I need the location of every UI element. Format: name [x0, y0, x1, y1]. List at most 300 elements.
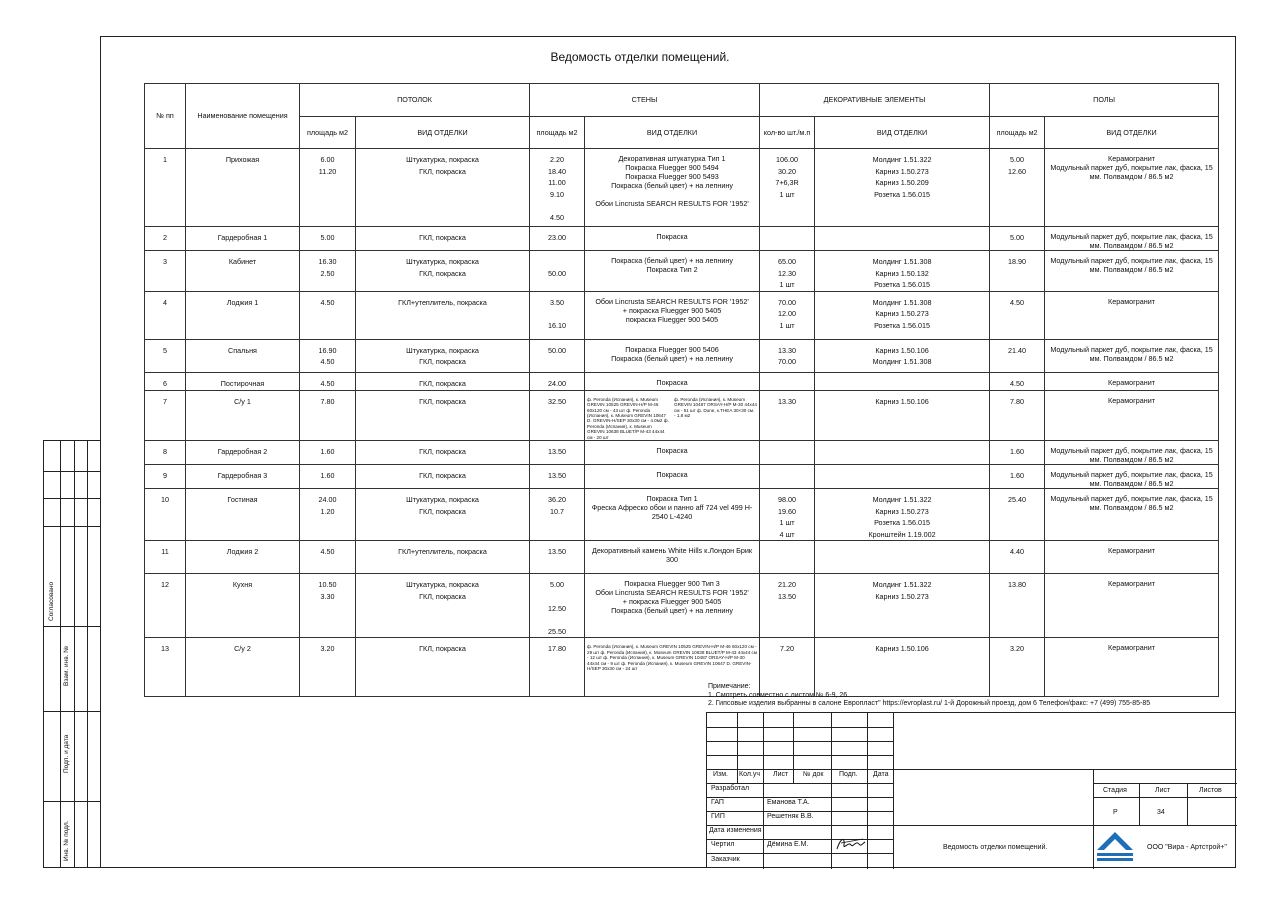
- cell-line: 36.20: [548, 495, 567, 505]
- cell-room-name: [186, 541, 300, 574]
- cell-floors-area: [990, 149, 1045, 227]
- cell-ceiling-area: [300, 291, 356, 339]
- cell-line: 12.50: [548, 603, 567, 613]
- cell-floors-finish: [1045, 291, 1219, 339]
- cell-line: 106.00: [776, 155, 799, 164]
- cell-decor-qty: [760, 489, 815, 541]
- cell-decor-qty: [760, 465, 815, 489]
- cell-walls-area: [530, 372, 585, 390]
- replace-inv-label: Взам. инв. №: [63, 645, 70, 686]
- cell-line: 1 шт: [779, 280, 795, 290]
- cell-line: ГКЛ, покраска: [419, 644, 466, 654]
- cell-line: Штукатурка, покраска: [406, 155, 479, 164]
- cell-floors-finish: [1045, 465, 1219, 489]
- cell-room-name: [186, 489, 300, 541]
- cell-line: 7.80: [1010, 396, 1025, 406]
- cell-line: Розетка 1.56.015: [874, 280, 930, 290]
- cell-line: 4.40: [1010, 547, 1025, 557]
- cell-line: 1: [163, 155, 167, 164]
- cell-ceiling-area: [300, 372, 356, 390]
- cell-room-name: [186, 227, 300, 251]
- cell-num: [145, 339, 186, 372]
- cell-walls-area: [530, 339, 585, 372]
- gap-label: ГАП: [711, 799, 724, 806]
- cell-line: 13.30: [778, 396, 797, 406]
- cell-line: Керамогранит: [1108, 296, 1156, 306]
- room-name: С/у 1: [234, 396, 251, 406]
- cell-ceiling-area: [300, 339, 356, 372]
- cell-line: 24.00: [548, 378, 567, 388]
- cell-ceiling-finish: [356, 390, 530, 440]
- cell-line: Штукатурка, покраска: [406, 580, 479, 590]
- cell-ceiling-area: [300, 441, 356, 465]
- cell-line: Розетка 1.56.015: [874, 189, 930, 199]
- room-name: Кухня: [232, 580, 253, 590]
- col-kolch: Кол.уч: [739, 771, 760, 778]
- company-logo: [1095, 828, 1135, 866]
- cell-ceiling-area: [300, 390, 356, 440]
- header-ceiling-finish: ВИД ОТДЕЛКИ: [356, 117, 530, 149]
- drafted-name: Дёмина Е.М.: [767, 841, 809, 848]
- cell-line: 3.50: [550, 297, 565, 307]
- cell-ceiling-area: [300, 489, 356, 541]
- cell-line: ГКЛ+утеплитель, покраска: [398, 297, 487, 307]
- cell-room-name: [186, 372, 300, 390]
- cell-walls-area: [530, 638, 585, 697]
- cell-line: 1.60: [320, 447, 335, 457]
- room-name: Гостиная: [227, 495, 258, 505]
- notes-line-1: 1. Смотреть совместно с листом № 6-9, 26: [708, 691, 848, 699]
- cell-room-name: [186, 638, 300, 697]
- cell-line: 11.00: [548, 178, 566, 188]
- cell-line: 32.50: [548, 396, 567, 406]
- cell-line: 18.40: [548, 166, 567, 176]
- cell-line: Покраска (белый цвет) + на лепнину: [611, 353, 733, 363]
- cell-num: [145, 574, 186, 638]
- cell-ceiling-area: [300, 251, 356, 292]
- cell-decor-qty: [760, 390, 815, 440]
- cell-decor-finish: [815, 251, 990, 292]
- cell-line: Кронштейн 1.19.002: [868, 529, 936, 539]
- cell-line: 13.80: [1008, 580, 1027, 590]
- cell-line: Обои Lincrusta SEARCH RESULTS FOR '1952': [595, 296, 749, 306]
- notes-heading: Примечание:: [708, 683, 751, 690]
- cell-line: 2.20: [550, 155, 565, 164]
- cell-room-name: [186, 149, 300, 227]
- cell-line: [532, 200, 582, 212]
- cell-line: ГКЛ, покраска: [419, 268, 466, 278]
- cell-line: ГКЛ+утеплитель, покраска: [398, 547, 487, 557]
- cell-line: 4.50: [320, 378, 335, 388]
- cell-decor-qty: [760, 574, 815, 638]
- signature: [835, 835, 867, 853]
- cell-line: Штукатурка, покраска: [406, 495, 479, 505]
- cell-line: 5.00: [550, 580, 565, 590]
- cell-line: Модульный паркет дуб, покрытие лак, фаска, 15 мм. Полвамдом / 86.5 м2: [1050, 163, 1213, 181]
- notes-line-2: 2. Гипсовые изделия выбранны в салоне Европласт" https://evroplast.ru/ 1-й Дорожный проезд, дом 6 Телефон/факс: +7 (499) 755-85-85: [708, 700, 1151, 707]
- room-name: Спальня: [228, 345, 257, 355]
- cell-walls-finish: [585, 465, 760, 489]
- table-row: [145, 465, 1219, 489]
- header-walls: СТЕНЫ: [530, 84, 760, 117]
- room-name: Лоджия 1: [226, 297, 259, 307]
- cell-line: Обои Lincrusta SEARCH RESULTS FOR '1952': [595, 588, 749, 598]
- cell-ceiling-finish: [356, 465, 530, 489]
- sheet-title: Ведомость отделки помещений.: [943, 844, 1048, 851]
- room-name: Лоджия 2: [226, 547, 259, 557]
- stage-label: Стадия: [1103, 787, 1127, 794]
- cell-line: + покраска Fluegger 900 5405: [622, 597, 722, 607]
- cell-line: 7.20: [780, 644, 795, 654]
- cell-decor-qty: [760, 339, 815, 372]
- cell-walls-finish: [585, 227, 760, 251]
- cell-line: 18.90: [1008, 257, 1027, 266]
- sheets-label: Листов: [1199, 787, 1222, 794]
- cell-line: Карниз 1.50.273: [875, 309, 929, 319]
- cell-room-name: [186, 465, 300, 489]
- cell-line: 9.10: [550, 189, 565, 199]
- cell-ceiling-area: [300, 149, 356, 227]
- cell-line: ГКЛ, покраска: [419, 447, 466, 457]
- cell-room-name: [186, 291, 300, 339]
- gip-name: Решетняк В.В.: [767, 813, 814, 820]
- cell-walls-finish: [585, 251, 760, 292]
- cell-line: 5.00: [1010, 155, 1025, 164]
- table-row: [145, 149, 1219, 227]
- cell-line: Модульный паркет дуб, покрытие лак, фаска, 15 мм. Полвамдом / 86.5 м2: [1050, 232, 1213, 250]
- cell-line: 12.00: [778, 309, 797, 319]
- cell-line: 13.50: [548, 547, 567, 557]
- room-name: Прихожая: [225, 155, 260, 164]
- cell-walls-area: [530, 227, 585, 251]
- cell-line: 7: [163, 396, 167, 406]
- cell-line: Покраска Тип 2: [646, 265, 698, 274]
- cell-ceiling-finish: [356, 227, 530, 251]
- cell-line: Молдинг 1.51.322: [872, 495, 932, 505]
- cell-line: ГКЛ, покраска: [419, 592, 466, 601]
- cell-line: 13.30: [778, 345, 797, 355]
- cell-ceiling-finish: [356, 372, 530, 390]
- cell-line: [532, 308, 582, 320]
- cell-line: 4.50: [320, 547, 335, 557]
- cell-room-name: [186, 251, 300, 292]
- cell-line: Декоративный камень White Hills к.Лондон Брик 300: [592, 546, 752, 565]
- cell-line: Керамогранит: [1108, 643, 1156, 653]
- cell-line: Карниз 1.50.273: [875, 506, 929, 516]
- cell-line: Покраска (белый цвет) + на лепнину: [611, 181, 733, 190]
- cell-room-name: [186, 390, 300, 440]
- table-row: [145, 339, 1219, 372]
- cell-line: ГКЛ, покраска: [419, 233, 466, 242]
- cell-line: 13.50: [548, 471, 567, 481]
- tile-spec: ф. Peronda (Испания), к. Museum GREVIN 10525 GREVIN-H/P M-46 60x120 см - 43 шт ф. Peronda (Испания), к. Museum GREVIN 10647 D. GREVIN-H/SEP 30x30 см - 4.0м2 ф. Peronda (Испания), к. Museum GREVIN 10638 BLUET/P M-43 44x44 см - 20 шт: [587, 396, 669, 440]
- gip-label: ГИП: [711, 813, 725, 820]
- cell-line: 4.50: [1010, 297, 1025, 307]
- cell-floors-area: [990, 489, 1045, 541]
- cell-line: ГКЛ, покраска: [419, 506, 466, 516]
- title-block: [706, 712, 1236, 868]
- cell-line: Керамогранит: [1108, 154, 1156, 163]
- cell-line: покраска Fluegger 900 5405: [625, 314, 719, 324]
- cell-line: [587, 190, 757, 199]
- sheet-label: Лист: [1155, 787, 1171, 794]
- cell-line: Карниз 1.50.273: [875, 592, 929, 601]
- cell-decor-qty: [760, 149, 815, 227]
- cell-line: 10.50: [318, 580, 337, 590]
- page-title: Ведомость отделки помещений.: [550, 50, 730, 64]
- header-floors-finish: ВИД ОТДЕЛКИ: [1045, 117, 1219, 149]
- cell-line: Карниз 1.50.132: [875, 268, 929, 278]
- cell-line: 7.80: [320, 396, 335, 406]
- cell-line: Керамогранит: [1108, 395, 1156, 405]
- cell-decor-finish: [815, 291, 990, 339]
- cell-line: 50.00: [548, 268, 567, 278]
- cell-line: 1.60: [1010, 471, 1025, 481]
- cell-line: 21.40: [1008, 345, 1027, 355]
- cell-room-name: [186, 441, 300, 465]
- cell-num: [145, 441, 186, 465]
- cell-num: [145, 541, 186, 574]
- cell-walls-finish: [585, 339, 760, 372]
- inv-orig-label: Инв. № подл.: [63, 820, 70, 861]
- cell-decor-qty: [760, 372, 815, 390]
- table-body: [145, 149, 1219, 697]
- cell-walls-area: [530, 574, 585, 638]
- cell-line: 1 шт: [779, 320, 795, 330]
- table-row: [145, 227, 1219, 251]
- table-row: [145, 372, 1219, 390]
- cell-walls-area: [530, 149, 585, 227]
- cell-line: ГКЛ, покраска: [419, 471, 466, 481]
- tile-spec: ф. Peronda (Испания), к. Museum GREVIN 10487 ORSAY-H/P M-30 44x44 см - 51 шт ф. Dune, к.THEA 30×30 см. - 1,8 м2: [674, 396, 757, 418]
- cell-room-name: [186, 574, 300, 638]
- cell-walls-area: [530, 465, 585, 489]
- cell-line: 6.00: [320, 155, 335, 164]
- table-row: [145, 574, 1219, 638]
- cell-line: [532, 614, 582, 626]
- cell-line: ГКЛ, покраска: [419, 378, 466, 388]
- cell-floors-area: [990, 541, 1045, 574]
- cell-floors-area: [990, 227, 1045, 251]
- cell-ceiling-finish: [356, 251, 530, 292]
- cell-walls-finish: [585, 390, 760, 440]
- cell-ceiling-finish: [356, 339, 530, 372]
- cell-line: 12: [161, 580, 169, 590]
- cell-walls-finish: [585, 574, 760, 638]
- cell-line: Покраска Fluegger 900 5494: [625, 163, 719, 172]
- cell-decor-qty: [760, 541, 815, 574]
- cell-line: 16.30: [318, 257, 337, 266]
- room-name: С/у 2: [234, 644, 251, 654]
- cell-floors-area: [990, 291, 1045, 339]
- room-name: Постирочная: [220, 378, 265, 388]
- cell-line: 4.50: [320, 297, 335, 307]
- cell-floors-finish: [1045, 227, 1219, 251]
- header-room-name: Наименование помещения: [186, 84, 300, 149]
- cell-line: Керамогранит: [1108, 377, 1156, 387]
- cell-decor-finish: [815, 489, 990, 541]
- header-ceiling-area: площадь м2: [300, 117, 356, 149]
- cell-floors-finish: [1045, 149, 1219, 227]
- table-row: [145, 251, 1219, 292]
- cell-floors-finish: [1045, 372, 1219, 390]
- cell-line: Покраска: [656, 470, 688, 480]
- cell-line: 1.60: [320, 471, 335, 481]
- cell-line: 16.90: [318, 345, 337, 355]
- cell-line: 5.00: [1010, 233, 1025, 242]
- cell-decor-qty: [760, 251, 815, 292]
- cell-decor-finish: [815, 574, 990, 638]
- cell-ceiling-finish: [356, 149, 530, 227]
- cell-line: Карниз 1.50.209: [875, 178, 929, 188]
- header-decor-finish: ВИД ОТДЕЛКИ: [815, 117, 990, 149]
- cell-line: 5.00: [320, 233, 335, 242]
- cell-line: Покраска Fluegger 900 5493: [625, 172, 719, 181]
- cell-line: 9: [163, 471, 167, 481]
- cell-line: Розетка 1.56.015: [874, 518, 930, 528]
- cell-line: 12.30: [778, 268, 797, 278]
- cell-line: 1.60: [1010, 447, 1025, 457]
- cell-line: Модульный паркет дуб, покрытие лак, фаска, 15 мм. Полвамдом / 86.5 м2: [1050, 446, 1213, 465]
- cell-floors-finish: [1045, 251, 1219, 292]
- cell-line: Розетка 1.56.015: [874, 320, 930, 330]
- side-approval-stamp: [43, 440, 101, 868]
- cell-line: Модульный паркет дуб, покрытие лак, фаска, 15 мм. Полвамдом / 86.5 м2: [1050, 344, 1213, 363]
- customer-label: Заказчик: [711, 856, 740, 863]
- cell-walls-finish: [585, 541, 760, 574]
- table-row: [145, 541, 1219, 574]
- header-num: № пп: [145, 84, 186, 149]
- cell-num: [145, 227, 186, 251]
- cell-line: 3: [163, 257, 167, 266]
- cell-floors-finish: [1045, 339, 1219, 372]
- cell-line: Молдинг 1.51.322: [872, 155, 932, 164]
- cell-num: [145, 149, 186, 227]
- col-izm: Изм.: [713, 771, 728, 778]
- header-ceiling: ПОТОЛОК: [300, 84, 530, 117]
- cell-num: [145, 251, 186, 292]
- cell-line: 3.30: [320, 592, 335, 601]
- cell-line: 24.00: [318, 495, 337, 505]
- table-row: [145, 291, 1219, 339]
- cell-line: Модульный паркет дуб, покрытие лак, фаска, 15 мм. Полвамдом / 86.5 м2: [1050, 470, 1213, 489]
- cell-line: 8: [163, 447, 167, 457]
- cell-floors-finish: [1045, 574, 1219, 638]
- cell-decor-finish: [815, 372, 990, 390]
- drafted-label: Чертил: [711, 841, 735, 848]
- cell-line: Фреска Афреско обои и панно aff 724 vel 499 H-2540 L-4240: [591, 503, 753, 522]
- cell-walls-finish: [585, 441, 760, 465]
- cell-line: Покраска Тип 1: [646, 494, 698, 504]
- cell-ceiling-finish: [356, 291, 530, 339]
- agreed-label: Согласовано: [48, 581, 55, 621]
- table-row: [145, 489, 1219, 541]
- cell-walls-area: [530, 441, 585, 465]
- stage-value: Р: [1113, 809, 1118, 816]
- cell-line: 19.60: [778, 506, 797, 516]
- cell-decor-finish: [815, 149, 990, 227]
- cell-line: 50.00: [548, 345, 567, 355]
- cell-walls-area: [530, 291, 585, 339]
- cell-floors-area: [990, 441, 1045, 465]
- sheet-value: 34: [1157, 809, 1165, 816]
- cell-floors-finish: [1045, 390, 1219, 440]
- finish-schedule-table: [144, 83, 1219, 697]
- cell-line: 1.20: [320, 506, 335, 516]
- cell-line: 2.50: [320, 268, 335, 278]
- cell-line: Покраска: [656, 446, 688, 456]
- cell-line: Молдинг 1.51.322: [872, 580, 932, 590]
- cell-floors-area: [990, 251, 1045, 292]
- cell-line: 98.00: [778, 495, 797, 505]
- cell-ceiling-area: [300, 574, 356, 638]
- cell-line: Покраска (белый цвет) + на лепнину: [611, 606, 733, 616]
- table-row: [145, 390, 1219, 440]
- cell-decor-qty: [760, 441, 815, 465]
- cell-walls-finish: [585, 372, 760, 390]
- cell-line: 25.40: [1008, 495, 1027, 505]
- cell-line: ГКЛ, покраска: [419, 166, 466, 176]
- cell-line: 3.20: [1010, 644, 1025, 654]
- cell-line: 21.20: [778, 580, 797, 590]
- cell-line: ГКЛ, покраска: [419, 396, 466, 406]
- cell-walls-area: [530, 390, 585, 440]
- cell-ceiling-finish: [356, 638, 530, 697]
- cell-line: 3.20: [320, 644, 335, 654]
- cell-line: 65.00: [778, 257, 797, 266]
- cell-line: Карниз 1.50.106: [875, 345, 929, 355]
- cell-ceiling-finish: [356, 441, 530, 465]
- cell-line: Штукатурка, покраска: [406, 345, 479, 355]
- cell-line: Модульный паркет дуб, покрытие лак, фаска, 15 мм. Полвамдом / 86.5 м2: [1050, 494, 1213, 513]
- cell-decor-finish: [815, 541, 990, 574]
- cell-line: 4.50: [550, 212, 565, 222]
- header-decor-qty: кол-во шт./м.п: [760, 117, 815, 149]
- cell-num: [145, 291, 186, 339]
- cell-num: [145, 489, 186, 541]
- cell-line: Штукатурка, покраска: [406, 257, 479, 266]
- cell-line: 16.10: [548, 320, 567, 330]
- cell-line: 5: [163, 345, 167, 355]
- tile-spec: ф. Peronda (Испания), к. Museum GREVIN 10525 GREVIN-H/P M-46 60x120 см - 29 шт ф. Peronda (Испания), к. Museum GREVIN 10638 BLUET/P M-43 44x44 см - 12 шт ф. Peronda (Испания), к. Museum GREVIN 10487 ORSAY-H/P M-30 44x44 см - 9 шт ф. Peronda (Испания), к. Museum GREVIN 10647 D. GREVIN-H/SEP 30x30 см - 24 шт: [587, 644, 758, 671]
- cell-decor-qty: [760, 227, 815, 251]
- cell-decor-qty: [760, 291, 815, 339]
- cell-floors-finish: [1045, 441, 1219, 465]
- cell-line: [532, 591, 582, 603]
- cell-num: [145, 465, 186, 489]
- cell-line: Молдинг 1.51.308: [872, 257, 932, 266]
- cell-floors-area: [990, 574, 1045, 638]
- cell-line: 4.50: [1010, 378, 1025, 388]
- room-name: Гардеробная 2: [217, 447, 268, 457]
- cell-line: 10.7: [550, 506, 565, 516]
- cell-line: 1 шт: [779, 189, 795, 199]
- cell-room-name: [186, 339, 300, 372]
- cell-line: Покраска (белый цвет) + на лепнину: [611, 256, 733, 265]
- cell-ceiling-finish: [356, 541, 530, 574]
- cell-floors-area: [990, 465, 1045, 489]
- cell-line: 70.00: [778, 297, 797, 307]
- cell-ceiling-finish: [356, 574, 530, 638]
- cell-floors-area: [990, 390, 1045, 440]
- company-name: ООО "Вира - Артстрой+": [1147, 844, 1227, 851]
- cell-line: 4: [163, 297, 167, 307]
- cell-ceiling-area: [300, 541, 356, 574]
- cell-line: 13: [161, 644, 169, 654]
- cell-line: Покраска Fluegger 900 Тип 3: [624, 579, 720, 589]
- notes: [708, 683, 1150, 709]
- header-decor: ДЕКОРАТИВНЫЕ ЭЛЕМЕНТЫ: [760, 84, 990, 117]
